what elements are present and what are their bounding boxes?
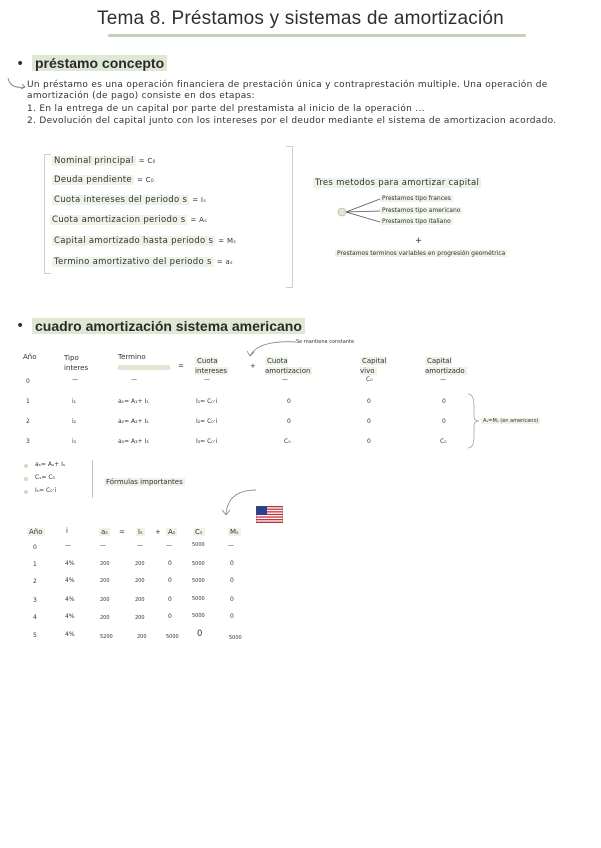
cell-capital: 0 [367,418,371,425]
item-1: 1. En la entrega de un capital por parte del prestamista al inicio de la operación ... [27,104,425,114]
methods-branch-icon [336,195,382,227]
cell-A: 5000 [166,634,179,640]
cell-A: 0 [168,613,172,620]
def-termino: Termino amortizativo del periodo s = aₛ [54,257,233,267]
col-eq: = [178,362,184,370]
cell-year: 1 [33,561,37,568]
cell-year: 3 [33,597,37,604]
col-year: Año [23,353,37,361]
section1-bullet: • [16,56,25,72]
cell-M: — [228,542,234,549]
def-deuda: Deuda pendiente = C₀ [54,175,154,185]
cell-interest: I₁= C₀·i [196,398,218,405]
cell-year: 1 [26,398,30,405]
cell-I: 200 [135,561,145,567]
col-amort: Cuota amortizacion [265,357,311,375]
method-italiano: Prestamos tipo italiano [382,218,451,225]
usa-flag-icon [256,506,283,523]
cell-i: 4% [65,631,75,638]
cell-C: 5000 [192,542,205,548]
cell-year: 0 [33,544,37,551]
cell-A: 0 [168,596,172,603]
cell-A: 0 [168,560,172,567]
cell-a: 200 [100,597,110,603]
cell-interest: — [204,376,210,383]
item-2: 2. Devolución del capital junto con los intereses por el deudor mediante el sistema de amortizacion acordado. [27,116,557,126]
cell-amort: C₀ [284,438,291,445]
cell-amortized: 0 [442,418,446,425]
formula-dot [24,477,28,481]
ex-col-eq: = [119,528,125,536]
col-plus: + [250,362,256,370]
cell-i: 4% [65,596,75,603]
cell-A: — [166,542,172,549]
formula-1: aₛ= Aₛ+ Iₛ [35,461,66,468]
cell-M: 5000 [229,635,242,641]
ex-col-a: aₛ [101,528,108,536]
flag-arrow-icon [220,488,260,518]
title-underline [108,34,526,37]
cell-rate: i₃ [72,438,77,445]
formula-3: Iₛ= C₀·i [35,487,57,494]
section2-bullet: • [16,318,25,334]
cell-C: 5000 [192,596,205,602]
method-frances: Prestamos tipo frances [382,195,451,202]
ex-col-I: Iₛ [138,528,143,536]
def-amortizacion: Cuota amortizacion periodo s = Aₛ [52,215,208,225]
cell-term: a₂= A₂+ I₂ [118,418,149,425]
cell-A: 0 [168,577,172,584]
cell-term: — [131,376,137,383]
cell-capital: 0 [367,398,371,405]
cell-term: a₁= A₁+ I₁ [118,398,149,405]
section2-heading: cuadro amortización sistema americano [32,318,305,334]
cell-i: 4% [65,613,75,620]
cell-i: — [65,542,71,549]
col-term: Termino [118,353,170,370]
ex-col-plus: + [155,528,161,536]
cell-interest: I₂= C₀·i [196,418,218,425]
cell-a: 200 [100,561,110,567]
constant-note: Se mantiene constante [296,339,355,345]
def-intereses: Cuota intereses del periodo s = Iₛ [54,195,207,205]
cell-amort: 0 [287,418,291,425]
curl-arrow-icon [6,76,28,92]
cell-year: 4 [33,614,37,621]
cell-year: 0 [26,378,30,385]
cell-i: 4% [65,577,75,584]
col-interest: Cuota intereses [195,357,228,375]
cell-capital: 0 [367,438,371,445]
cell-i: 4% [65,560,75,567]
cell-C: 0 [197,629,203,639]
cell-rate: i₂ [72,418,77,425]
paragraph-definition: Un préstamo es una operación financiera de prestación única y contraprestación multiple. Una operación de amortización (de pago) consiste en dos etapas: [27,80,548,101]
ex-col-year: Año [29,528,43,536]
formula-divider [92,460,93,498]
cell-C: 5000 [192,613,205,619]
cell-a: — [100,542,106,549]
cell-amortized: — [440,376,446,383]
cell-amortized: 0 [442,398,446,405]
cell-M: 0 [230,613,234,620]
methods-title: Tres metodos para amortizar capital [315,178,480,188]
cell-C: 5000 [192,561,205,567]
method-americano: Prestamos tipo americano [382,207,461,214]
methods-plus: + [415,236,423,246]
cell-interest: I₃= C₀·i [196,438,218,445]
cell-amort: — [282,376,288,383]
cell-M: 0 [230,577,234,584]
col-amortized: Capital amortizado [425,357,465,375]
cell-year: 2 [33,578,37,585]
cell-M: 0 [230,560,234,567]
ex-col-i: i [66,527,68,535]
cell-amortized: C₀ [440,438,447,445]
formula-2: Cₛ= C₀ [35,474,55,481]
page-title: Tema 8. Préstamos y sistemas de amortización [97,8,504,29]
cell-a: 5200 [100,634,113,640]
ex-col-A: Aₛ [168,528,176,536]
ex-col-M: Mₛ [230,528,239,536]
formulas-label: Fórmulas importantes [106,478,183,486]
cell-a: 200 [100,615,110,621]
cell-I: — [137,542,143,549]
cell-C: 5000 [192,578,205,584]
col-capital: Capital vivo [360,357,387,375]
brace-icon [466,392,482,450]
formula-dot [24,490,28,494]
cell-I: 200 [137,634,147,640]
side-note: Aₛ=Mₛ (en americano) [483,418,539,424]
definitions-bracket-left [44,154,51,274]
cell-I: 200 [135,597,145,603]
method-geometrica: Prestamos terminos variables en progresión geométrica [337,250,506,257]
cell-rate: i₁ [72,398,77,405]
cell-year: 5 [33,632,37,639]
definitions-bracket-right [286,146,293,288]
formula-dot [24,464,28,468]
cell-I: 200 [135,578,145,584]
cell-term: a₃= A₃+ I₃ [118,438,149,445]
cell-a: 200 [100,578,110,584]
cell-I: 200 [135,615,145,621]
section1-heading: préstamo concepto [32,55,167,71]
cell-year: 3 [26,438,30,445]
cell-capital: C₀ [366,376,373,383]
cell-rate: — [72,376,78,383]
ex-col-C: Cₛ [195,528,203,536]
cell-amort: 0 [287,398,291,405]
def-capital-amortizado: Capital amortizado hasta periodo s = Mₛ [54,236,237,246]
col-rate: Tipo interes [64,354,89,372]
def-nominal: Nominal principal = C₀ [54,156,156,166]
cell-year: 2 [26,418,30,425]
cell-M: 0 [230,596,234,603]
